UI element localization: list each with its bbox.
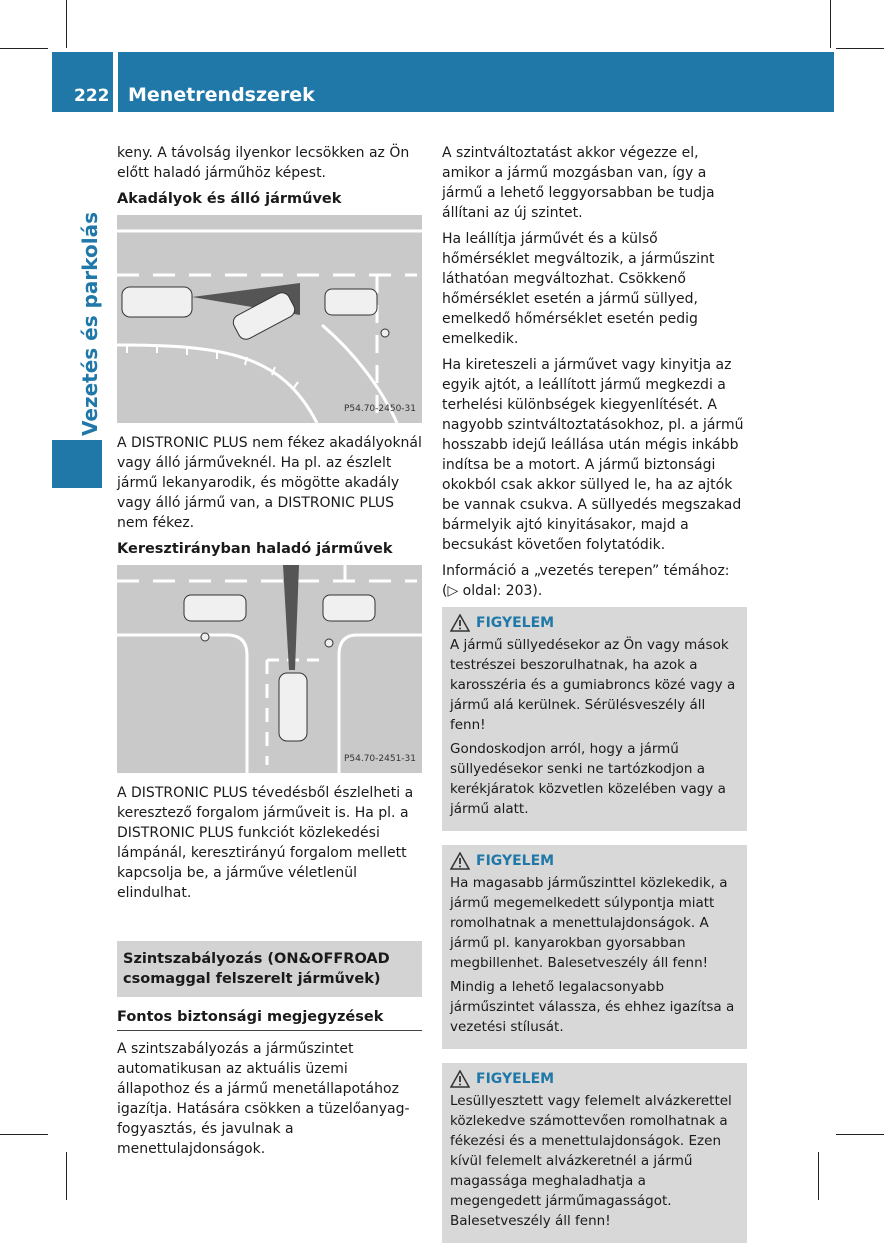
crop-mark [0,48,48,49]
paragraph: Ha leállítja járművét és a külső hőmérséklet megváltozik, a járműszint láthatóan megváltozhat. Csökkenő hőmérséklet esetén a jármű süllyed, emelkedő hőmérséklet esetén pedig emelkedik. [442,231,715,347]
right-column [442,143,747,1257]
illustration-road-curve [117,215,422,423]
crop-mark [836,1134,884,1135]
paragraph: Információ a „vezetés terepen” témához: [442,563,730,579]
side-tab-marker [52,440,102,488]
page-reference: (▷ oldal: 203). [442,583,543,599]
crop-mark [0,1134,48,1135]
warning-box [442,1063,747,1243]
warning-title-text: FIGYELEM [476,853,555,869]
warning-text: Gondoskodjon arról, hogy a jármű süllyedésekor senki ne tartózkodjon a kerékjáratok közvetlen közelében vagy a jármű alatt. [450,741,726,817]
warning-title [450,851,739,871]
paragraph: Ha kireteszeli a járművet vagy kinyitja az egyik ajtót, a leállított jármű megkezdi a terhelési különbségek kiegyenlítését. A nagyobb szintváltoztatásokhoz, pl. a jármű hosszabb idejű leállása után mégis inkább indítsa be a motort. A jármű biztonsági okokból csak akkor süllyed le, ha az ajtók be vannak csukva. A süllyedés megszakad bármelyik ajtó kinyitásakor, majd a becsukást követően folytatódik. [442,357,744,553]
subheading: Fontos biztonsági megjegyzések [117,1007,422,1031]
warning-text: Mindig a lehető legalacsonyabb járműszintet válassza, és ehhez igazítsa a vezetési stílusát. [450,979,735,1035]
left-column [117,143,422,1165]
warning-triangle-icon [450,1070,470,1088]
paragraph: A szintváltoztatást akkor végezze el, amikor a jármű mozgásban van, így a jármű a lehető leggyorsabban be tudja állítani az új szintet. [442,145,715,221]
warning-box [442,845,747,1049]
warning-text: Ha magasabb járműszinttel közlekedik, a jármű megemelkedett súlypontja miatt romolhatnak a menettulajdonságok. A jármű pl. kanyarokban gyorsabban megbillenhet. Balesetveszély áll fenn! [450,875,728,971]
figure-cross-traffic [117,565,422,773]
crop-mark [818,1152,819,1200]
warning-text: A jármű süllyedésekor az Ön vagy mások testrészei beszorulhatnak, ha azok a karosszéria és a gumiabroncs közé vagy a jármű alá kerülnek. Sérülésveszély áll fenn! [450,637,736,733]
warning-title [450,613,739,633]
warning-box [442,607,747,831]
figure-obstacles [117,215,422,423]
crop-mark [836,48,884,49]
paragraph: A szintszabályozás a járműszintet automatikusan az aktuális üzemi állapothoz és a jármű menetállapotához igazítja. Hatására csökken a tüzelőanyag-fogyasztás, és javulnak a menettulajdonságok. [117,1041,410,1157]
page-number: 222 [74,86,110,106]
warning-title [450,1069,739,1089]
heading: Akadályok és álló járművek [117,191,342,207]
heading: Keresztirányban haladó járművek [117,541,393,557]
crop-mark [830,0,831,48]
warning-title-text: FIGYELEM [476,1071,555,1087]
warning-title-text: FIGYELEM [476,615,555,631]
header-divider [113,52,116,112]
paragraph: A DISTRONIC PLUS tévedésből észlelheti a keresztező forgalom járműveit is. Ha pl. a DISTRONIC PLUS funkciót közlekedési lámpánál, keresztirányú forgalom mellett kapcsolja be, a járműve véletlenül elindulhat. [117,785,414,901]
paragraph: keny. A távolság ilyenkor lecsökken az Ön előtt haladó járműhöz képest. [117,145,410,181]
warning-triangle-icon [450,614,470,632]
illustration-intersection [117,565,422,773]
figure-code: P54.70-2450-31 [343,404,416,414]
side-tab-label: Vezetés és parkolás [78,211,102,436]
page-title: Menetrendszerek [128,84,315,106]
warning-triangle-icon [450,852,470,870]
warning-text: Lesüllyesztett vagy felemelt alvázkerettel közlekedve számottevően romolhatnak a fékezési és a menettulajdonságok. Ezen kívül felemelt alvázkeretnél a jármű magassága meghaladhatja a megengedett járműmagasságot. Balesetveszély áll fenn! [450,1093,732,1229]
figure-code: P54.70-2451-31 [343,754,416,764]
crop-mark [66,0,67,48]
paragraph: A DISTRONIC PLUS nem fékez akadályoknál vagy álló járműveknél. Ha pl. az észlelt jármű lekanyarodik, és mögötte akadály vagy álló jármű van, a DISTRONIC PLUS nem fékez. [117,435,422,531]
crop-mark [66,1152,67,1200]
section-heading: Szintszabályozás (ON&OFFROAD csomaggal felszerelt járművek) [117,941,422,997]
